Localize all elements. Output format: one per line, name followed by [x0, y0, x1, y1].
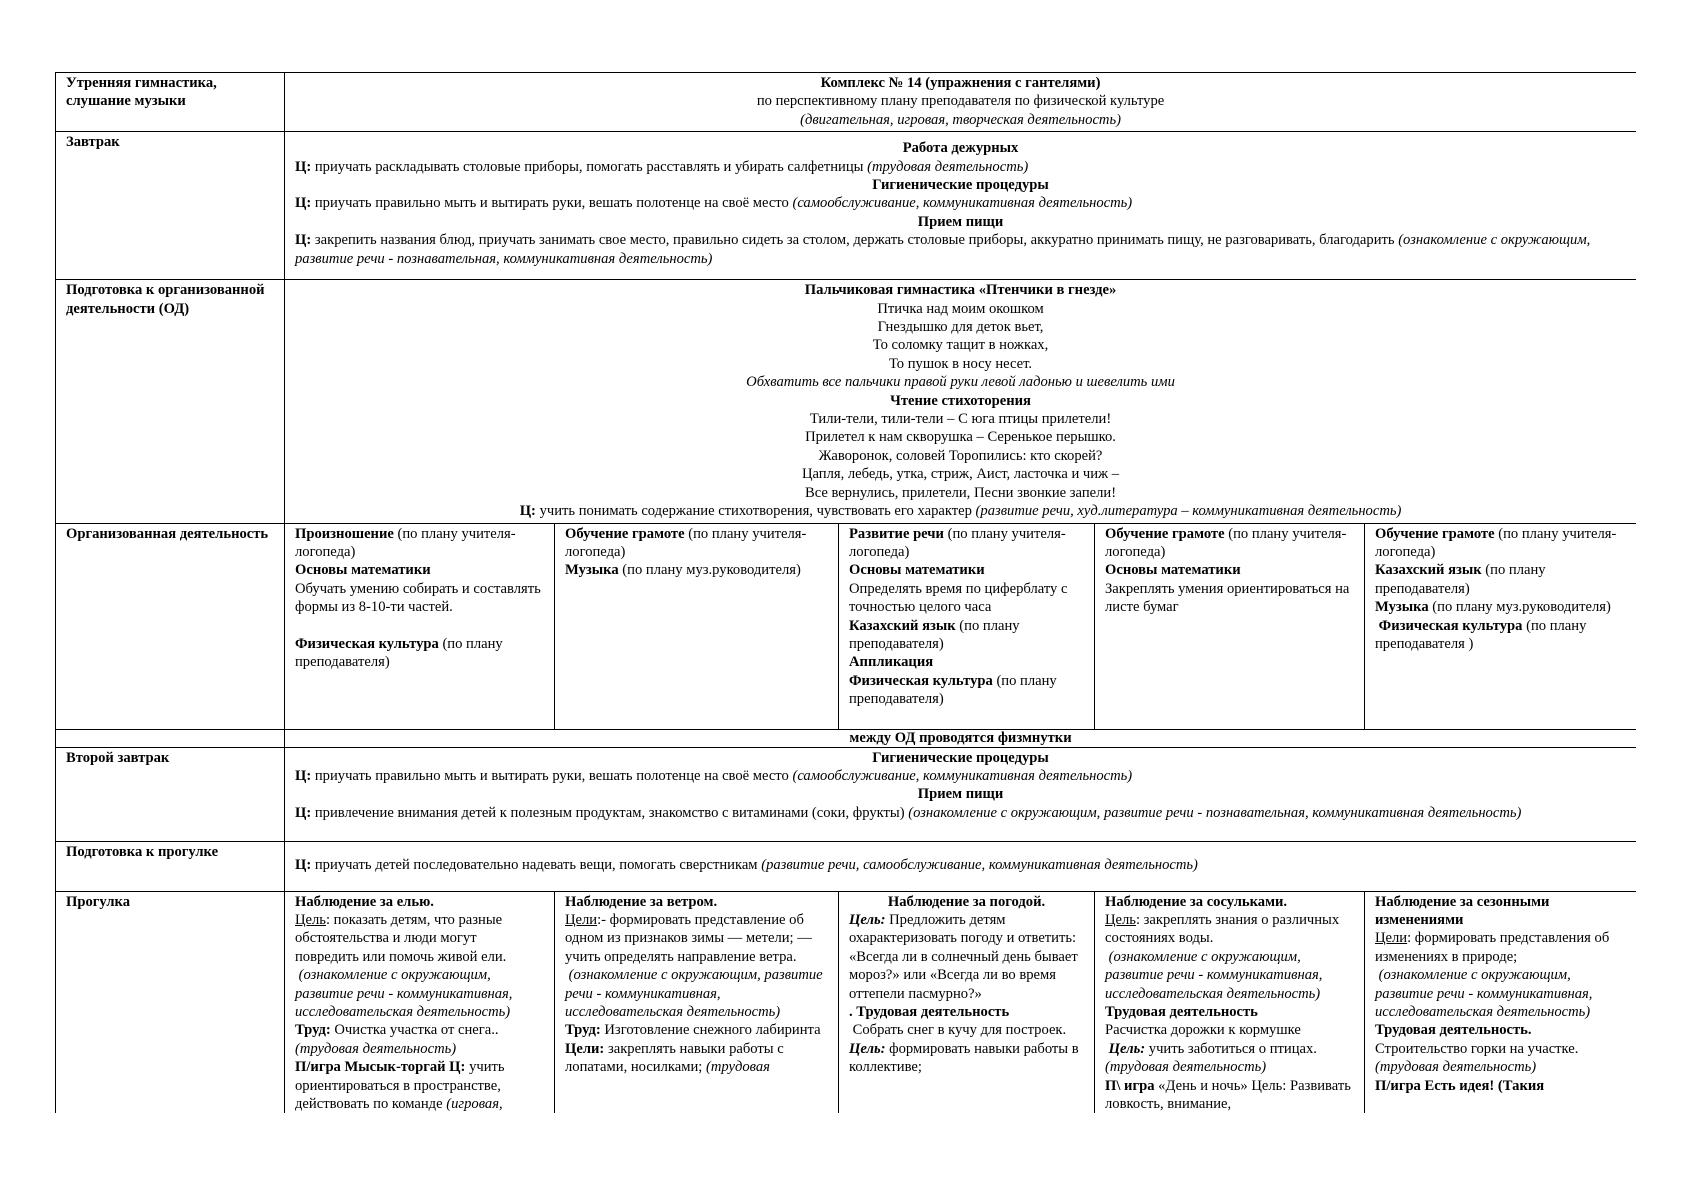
- od-subject: Развитие речи: [849, 525, 944, 542]
- breakfast-heading-meal: Прием пищи: [917, 213, 1004, 230]
- od-subject: Музыка: [1375, 599, 1429, 616]
- row-preparation: [56, 280, 1637, 523]
- poem2-line: Прилетел к нам скворушка – Серенькое перышко.: [805, 429, 1116, 446]
- daily-plan-table: [55, 72, 1636, 1113]
- morning-title: Комплекс № 14 (упражнения с гантелями): [820, 75, 1101, 91]
- poem1-line: То пушок в носу несет.: [888, 355, 1033, 372]
- poem1-line: Гнездышко для деток вьет,: [877, 319, 1044, 336]
- walk-heading: Наблюдение за сосульками.: [1105, 893, 1288, 910]
- breakfast-content: [285, 132, 1637, 280]
- od-description: Определять время по циферблату с точностью целого часа: [849, 580, 1068, 616]
- morning-line: по перспективному плану преподавателя по физической культуре: [756, 93, 1165, 110]
- second-goal-meal: Ц: привлечение внимания детей к полезным продуктам, знакомство с витаминами (соки, фрукты) (ознакомление с окружающим, развитие речи - познавательная, коммуникативная деятельность): [295, 804, 1522, 821]
- od-subject: Основы математики: [1105, 562, 1241, 579]
- row-organized-activity: [56, 523, 1637, 729]
- od-subject: Обучение грамоте: [1375, 525, 1495, 542]
- walk-wednesday: Наблюдение за погодой. Цель: Предложить детям охарактеризовать погоду и ответить: «Всегда ли в солнечный день бывает мороз?» или «Всегда ли во время оттепели пасмурно?» . Трудовая деятельность Собрать снег в кучу для построек. Цель: формировать навыки работы в коллективе;: [839, 891, 1095, 1113]
- od-subject: Казахский язык: [849, 617, 956, 634]
- od-description: Закреплять умения ориентироваться на листе бумаг: [1105, 580, 1350, 616]
- walk-heading: Наблюдение за сезонными изменениями: [1375, 893, 1550, 928]
- row-label-second-breakfast: Второй завтрак: [56, 747, 285, 841]
- walk-note: (ознакомление с окружающим, развитие речи - коммуникативная, исследовательская деятельность): [1105, 948, 1323, 1002]
- od-subject: Казахский язык: [1375, 562, 1482, 579]
- row-morning: [56, 73, 1637, 132]
- walk-heading: Наблюдение за погодой.: [887, 893, 1046, 910]
- morning-note: (двигательная, игровая, творческая деятельность): [800, 111, 1121, 128]
- second-breakfast-content: [285, 747, 1637, 841]
- walk-note: (ознакомление с окружающим, развитие речи - коммуникативная, исследовательская деятельность): [295, 967, 513, 1020]
- morning-content: [285, 73, 1637, 132]
- od-subject: Физическая культура: [849, 672, 993, 689]
- finger-gym-title: Пальчиковая гимнастика «Птенчики в гнезде»: [804, 282, 1117, 299]
- od-subject: Основы математики: [295, 562, 431, 579]
- row-walk: [56, 891, 1637, 1113]
- poem2-line: Тили-тели, тили-тели – С юга птицы прилетели!: [809, 411, 1112, 428]
- walk-monday: Наблюдение за елью. Цель: показать детям, что разные обстоятельства и люди могут повредить или помочь живой ели. (ознакомление с окружающим, развитие речи - коммуникативная, исследовательская деятельность) Труд: Очистка участка от снега.. (трудовая деятельность) П/игра Мысык-торгай Ц: учить ориентироваться в пространстве, действовать по команде (игровая,: [285, 891, 555, 1113]
- row-label-walk: Прогулка: [56, 891, 285, 1113]
- breakfast-goal-hygiene: Ц: приучать правильно мыть и вытирать руки, вешать полотенце на своё место (самообслуживание, коммуникативная деятельность): [295, 195, 1133, 212]
- od-subject: Аппликация: [849, 654, 934, 671]
- reading-title: Чтение стихоторения: [890, 392, 1031, 409]
- poem2-line: Жаворонок, соловей Торопились: кто скорей?: [818, 447, 1103, 464]
- poem2-line: Цапля, лебедь, утка, стриж, Аист, ласточка и чиж –: [801, 466, 1120, 483]
- walk-tuesday: Наблюдение за ветром. Цели:- формировать представление об одном из признаков зимы — метели; — учить определять направление ветра. (ознакомление с окружающим, развитие речи - коммуникативная, исследовательская деятельность) Труд: Изготовление снежного лабиринта Цели: закреплять навыки работы с лопатами, носилками; (трудовая: [555, 891, 839, 1113]
- second-heading-meal: Прием пищи: [917, 786, 1004, 803]
- breakfast-goal-duty: Ц: приучать раскладывать столовые приборы, помогать расставлять и убирать салфетницы (трудовая деятельность): [295, 158, 1029, 175]
- od-subject: Музыка: [565, 562, 619, 579]
- od-subject: Физическая культура: [295, 635, 439, 652]
- od-subject: Произношение: [295, 525, 394, 542]
- walk-preparation-goal: Ц: приучать детей последовательно надевать вещи, помогать сверстникам (развитие речи, самообслуживание, коммуникативная деятельность): [295, 857, 1198, 874]
- row-label-organized-activity: Организованная деятельность: [56, 523, 285, 729]
- breakfast-goal-meal: Ц: закрепить названия блюд, приучать занимать свое место, правильно сидеть за столом, держать столовые приборы, аккуратно принимать пищу, не разговаривать, благодарить (ознакомление с окружающим, развитие речи - познавательная, коммуникативная деятельность): [295, 232, 1591, 267]
- od-subject: Физическая культура: [1378, 617, 1523, 634]
- poem2-line: Все вернулись, прилетели, Песни звонкие запели!: [804, 484, 1117, 501]
- breakfast-heading-duty: Работа дежурных: [902, 140, 1019, 157]
- od-subject: Основы математики: [849, 562, 985, 579]
- row-walk-preparation: [56, 841, 1637, 891]
- od-monday: Произношение (по плану учителя-логопеда) Основы математики Обучать умению собирать и составлять формы из 8-10-ти частей. Физическая культура (по плану преподавателя): [285, 523, 555, 729]
- walk-heading: Наблюдение за ветром.: [565, 893, 718, 910]
- poem1-line: Птичка над моим окошком: [877, 300, 1044, 317]
- walk-note: (ознакомление с окружающим, развитие речи - коммуникативная, исследовательская деятельность): [565, 967, 823, 1020]
- row-label-morning: Утренняя гимнастика, слушание музыки: [56, 73, 285, 132]
- row-breakfast: [56, 132, 1637, 280]
- od-thursday: Обучение грамоте (по плану учителя-логопеда) Основы математики Закреплять умения ориентироваться на листе бумаг: [1095, 523, 1365, 729]
- walk-thursday: Наблюдение за сосульками. Цель: закреплять знания о различных состояниях воды. (ознакомление с окружающим, развитие речи - коммуникативная, исследовательская деятельность) Трудовая деятельность Расчистка дорожки к кормушке Цель: учить заботиться о птицах. (трудовая деятельность) П\ игра «День и ночь» Цель: Развивать ловкость, внимание,: [1095, 891, 1365, 1113]
- od-description: Обучать умению собирать и составлять формы из 8-10-ти частей.: [295, 580, 541, 616]
- row-label-between-empty: [56, 729, 285, 747]
- walk-note: (ознакомление с окружающим, развитие речи - коммуникативная, исследовательская деятельность): [1375, 967, 1593, 1020]
- between-od-note: между ОД проводятся физмнутки: [285, 729, 1637, 747]
- preparation-content: [285, 280, 1637, 523]
- walk-preparation-content: [285, 841, 1637, 891]
- od-subject: Обучение грамоте: [1105, 525, 1225, 542]
- od-subject: Обучение грамоте: [565, 525, 685, 542]
- walk-friday: Наблюдение за сезонными изменениями Цели: формировать представления об изменениях в природе; (ознакомление с окружающим, развитие речи - коммуникативная, исследовательская деятельность) Трудовая деятельность. Строительство горки на участке. (трудовая деятельность) П/игра Есть идея! (Такия: [1365, 891, 1637, 1113]
- od-tuesday: Обучение грамоте (по плану учителя-логопеда) Музыка (по плану муз.руководителя): [555, 523, 839, 729]
- row-second-breakfast: [56, 747, 1637, 841]
- row-label-walk-preparation: Подготовка к прогулке: [56, 841, 285, 891]
- finger-gym-instruction: Обхватить все пальчики правой руки левой ладонью и шевелить ими: [746, 374, 1175, 391]
- schedule-sheet: [55, 72, 1636, 1113]
- od-wednesday: Развитие речи (по плану учителя-логопеда) Основы математики Определять время по циферблату с точностью целого часа Казахский язык (по плану преподавателя) Аппликация Физическая культура (по плану преподавателя): [839, 523, 1095, 729]
- reading-goal: Ц: учить понимать содержание стихотворения, чувствовать его характер (развитие речи, худ.литература – коммуникативная деятельность): [519, 503, 1402, 520]
- od-friday: Обучение грамоте (по плану учителя-логопеда) Казахский язык (по плану преподавателя) Музыка (по плану муз.руководителя) Физическая культура (по плану преподавателя ): [1365, 523, 1637, 729]
- row-label-preparation: Подготовка к организованной деятельности (ОД): [56, 280, 285, 523]
- breakfast-heading-hygiene: Гигиенические процедуры: [872, 177, 1049, 194]
- row-label-breakfast: Завтрак: [56, 132, 285, 280]
- second-heading-hygiene: Гигиенические процедуры: [872, 749, 1049, 766]
- poem1-line: То соломку тащит в ножках,: [872, 337, 1049, 354]
- walk-heading: Наблюдение за елью.: [295, 893, 434, 910]
- row-between: [56, 729, 1637, 747]
- second-goal-hygiene: Ц: приучать правильно мыть и вытирать руки, вешать полотенце на своё место (самообслуживание, коммуникативная деятельность): [295, 767, 1133, 784]
